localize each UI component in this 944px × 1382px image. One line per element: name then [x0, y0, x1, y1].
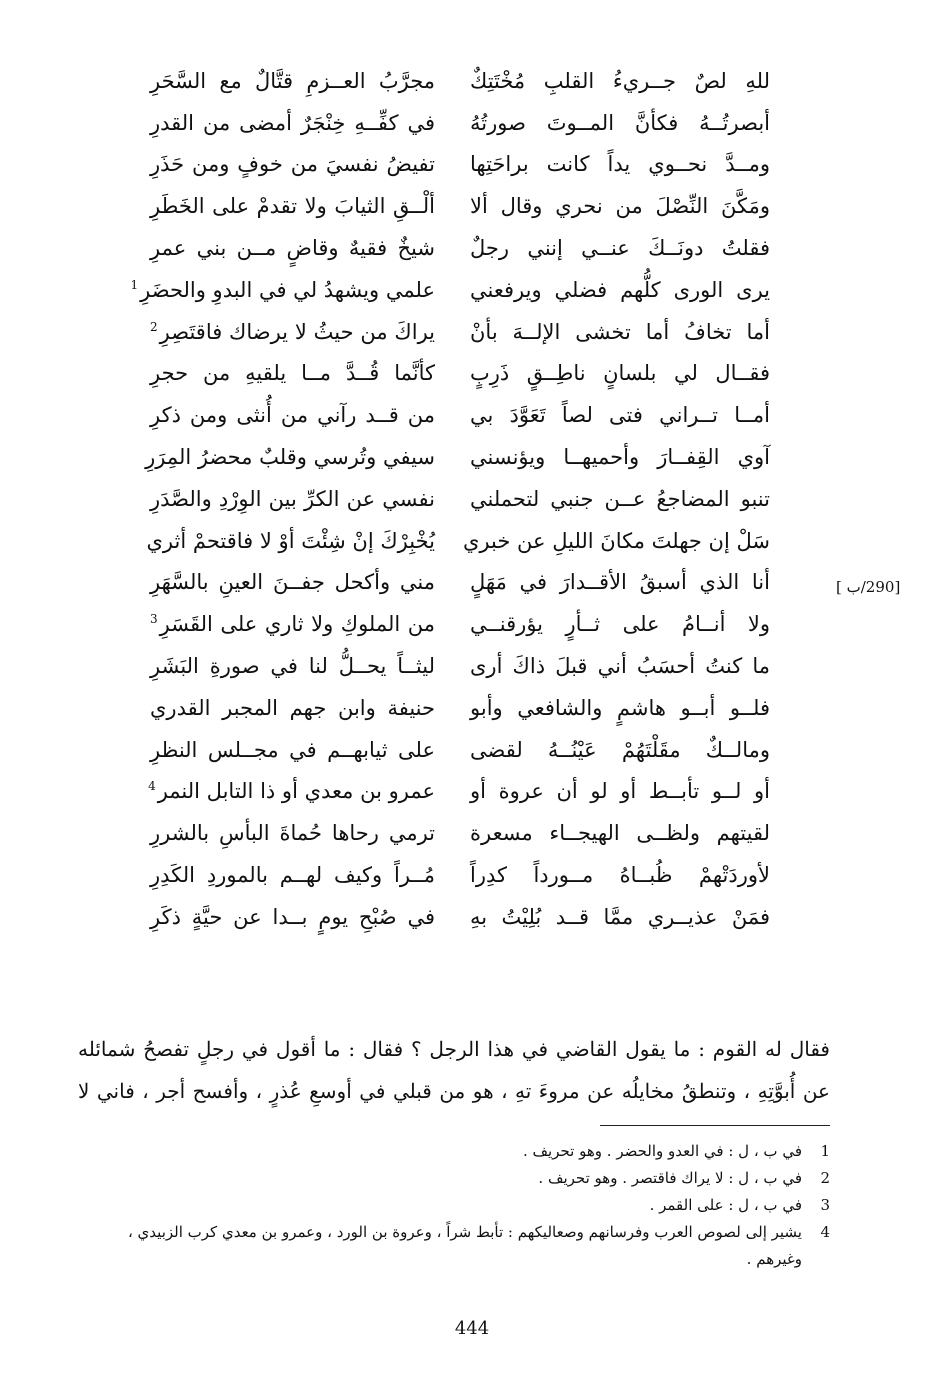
poem	[130, 60, 770, 938]
first-hemistich: ولا أنــامُ على ثــأرٍ يؤرقنــي	[470, 612, 770, 637]
verse-line	[150, 854, 770, 896]
verse-line	[150, 102, 770, 144]
hemistich-text: ليثــاً يحــلُّ لنا في صورةِ البَشَرِ	[150, 654, 435, 679]
second-hemistich	[150, 654, 435, 678]
second-hemistich	[146, 528, 435, 553]
hemistich-text: حنيفة وابن جهم المجبر القدري	[150, 695, 435, 720]
verse-line	[150, 60, 770, 102]
verse-line	[150, 144, 770, 186]
first-hemistich: ما كنتُ أحسَبُ أني قبلَ ذاكَ أرى	[470, 654, 770, 679]
footnotes	[88, 1138, 830, 1273]
footnote-number: 4	[820, 1223, 830, 1241]
prose-line: عن أُبوَّتِهِ ، وتنطقُ مخايلُه عن مروءَ تهِ ، هو من قبلي في أوسعِ عُذرٍ ، وأفسح أجر ، فاني لا	[78, 1079, 830, 1103]
hemistich-text: عمرو بن معدي أو ذا التابل النمر	[157, 779, 435, 804]
verse-line	[150, 185, 770, 227]
footnote-text: في ب ، ل : في العدو والحضر . وهو تحريف .	[522, 1142, 802, 1160]
hemistich-text: سيفي وتُرسي وقلبٌ محضرُ المِرَرِ	[145, 445, 435, 470]
footnote-divider	[600, 1125, 830, 1126]
footnote-text: في ب ، ل : لا يراك فاقتصر . وهو تحريف .	[538, 1169, 802, 1187]
verse-line	[150, 478, 770, 520]
first-hemistich: آوي القِفــارَ وأحميهــا ويؤنسني	[470, 445, 770, 470]
hemistich-text: في صُبْحِ يومٍ بــدا عن حيَّةٍ ذكَرِ	[150, 904, 435, 929]
footnote	[88, 1165, 830, 1192]
hemistich-text: في كفِّــهِ خِنْجَرٌ أمضى من القدرِ	[150, 110, 435, 135]
second-hemistich	[150, 821, 435, 845]
second-hemistich	[150, 361, 435, 385]
first-hemistich: فلــو أبــو هاشمٍ والشافعي وأبو	[470, 695, 770, 720]
first-hemistich: لأوردَتْهمْ ظُبــاهُ مــورداً كدِراً	[470, 863, 770, 888]
hemistich-text: ألْــقِ الثيابَ ولا تقدمْ على الخَطَرِ	[150, 194, 435, 219]
verse-line	[150, 227, 770, 269]
verse-line	[150, 812, 770, 854]
verse-line	[150, 353, 770, 395]
hemistich-text: من الملوكِ ولا ثاري على القَسَرِ	[159, 612, 435, 637]
second-hemistich	[150, 863, 435, 887]
hemistich-text: علمي ويشهدُ لي في البدوِ والحضَرِ	[140, 277, 435, 302]
footnote-number: 3	[820, 1196, 830, 1214]
first-hemistich: يرى الورى كلُّهم فضلي ويرفعني	[470, 277, 770, 302]
second-hemistich	[150, 779, 435, 803]
second-hemistich	[150, 738, 435, 762]
verse-line	[130, 269, 770, 311]
hemistich-text: من قــد رآني من أُنثى ومن ذكرِ	[150, 403, 435, 428]
hemistich-text: يُخْبِرْكَ إنْ شِئْتَ أوْ لا فاقتحمْ أثري	[146, 528, 435, 553]
verse-line	[145, 436, 770, 478]
first-hemistich: ومَكَّنَ النِّصْلَ من نحري وقال ألا	[470, 194, 770, 219]
hemistich-text: مُــراً وكيف لهــم بالموردِ الكَدِرِ	[150, 863, 435, 888]
verse-line	[146, 520, 770, 562]
second-hemistich	[150, 320, 435, 344]
second-hemistich	[150, 570, 435, 594]
first-hemistich: ومــدَّ نحــوي يداً كانت براحَتِها	[470, 152, 770, 177]
prose-paragraph	[78, 1028, 830, 1112]
hemistich-text: كأنَّما قُــدَّ مــا يلقيهِ من حجرِ	[150, 361, 435, 386]
verse-line	[150, 729, 770, 771]
footnote	[88, 1192, 830, 1219]
footnote-number: 1	[820, 1142, 830, 1160]
verse-line	[150, 687, 770, 729]
first-hemistich: أنا الذي أسبقُ الأقــدارَ في مَهَلٍ	[470, 570, 770, 595]
footnote	[88, 1138, 830, 1165]
second-hemistich	[150, 111, 435, 135]
footnote	[88, 1219, 830, 1273]
manuscript-folio-reference: [290/ب ]	[836, 578, 901, 596]
first-hemistich: فقلتُ دونَــكَ عنــي إنني رجلٌ	[470, 236, 770, 261]
second-hemistich	[150, 905, 435, 929]
verse-line	[150, 896, 770, 938]
verse-line	[150, 311, 770, 353]
first-hemistich: لقيتهم ولظــى الهيجــاء مسعرة	[470, 821, 770, 846]
verse-line	[150, 603, 770, 645]
first-hemistich: ومالــكٌ مقَلْتَهُمْ عَيْنُــهُ لقضى	[470, 737, 770, 762]
footnote-number: 2	[820, 1169, 830, 1187]
second-hemistich	[150, 403, 435, 427]
hemistich-text: على ثيابهــم في مجــلس النظرِ	[150, 737, 435, 762]
footnote-marker[interactable]: 3	[150, 612, 158, 627]
second-hemistich	[150, 69, 435, 93]
second-hemistich	[150, 194, 435, 218]
prose-line: فقال له القوم : ما يقول القاضي في هذا الرجل ؟ فقال : ما أقول في رجلٍ تفصحُ شمائله	[78, 1037, 830, 1061]
verse-line	[150, 394, 770, 436]
footnote-text: يشير إلى لصوص العرب وفرسانهم وصعاليكهم : تأبط شراً ، وعروة بن الورد ، وعمرو بن معدي كرب الزبيدي ، وغيرهم .	[127, 1223, 802, 1268]
first-hemistich: أبصرتُــهُ فكأنَّ المــوتَ صورتُهُ	[470, 110, 770, 135]
first-hemistich: أو لــو تأبــط أو لو أن عروة أو	[470, 779, 770, 804]
second-hemistich	[150, 487, 435, 511]
footnote-marker[interactable]: 1	[130, 277, 139, 292]
hemistich-text: نفسي عن الكرِّ بين الوِرْدِ والصَّدَرِ	[150, 486, 435, 511]
second-hemistich	[145, 445, 435, 470]
second-hemistich	[150, 612, 435, 636]
footnote-text: في ب ، ل : على القمر .	[649, 1196, 802, 1214]
first-hemistich: أما تخافُ أما تخشى الإلــهَ بأنْ	[470, 319, 770, 344]
first-hemistich: فمَنْ عذيــري ممَّا قــد بُلِيْتُ بهِ	[470, 904, 770, 929]
first-hemistich: أمــا تــراني فتى لصاً تَعَوَّدَ بي	[470, 403, 770, 428]
hemistich-text: مجرَّبُ العــزمِ قتَّالٌ مع السَّحَرِ	[150, 68, 435, 93]
verse-line	[150, 771, 770, 813]
first-hemistich: سَلْ إن جهلتَ مكانَ الليلِ عن خبري	[463, 528, 770, 553]
page-number: 444	[454, 1318, 490, 1339]
hemistich-text: تفيضُ نفسيَ من خوفٍ ومن حَذَرِ	[150, 152, 435, 177]
hemistich-text: يراكَ من حيثُ لا يرضاك فاقتَصِرِ	[159, 319, 435, 344]
footnote-marker[interactable]: 4	[148, 779, 156, 794]
second-hemistich	[150, 696, 435, 720]
first-hemistich: فقــال لي بلسانٍ ناطِــقٍ ذَرِبٍ	[470, 361, 770, 386]
verse-line	[150, 645, 770, 687]
second-hemistich	[130, 277, 435, 302]
second-hemistich	[150, 152, 435, 176]
hemistich-text: مني وأكحل جفــنَ العينِ بالسَّهَرِ	[150, 570, 435, 595]
hemistich-text: شيخٌ فقيهٌ وقاضٍ مــن بني عمرِ	[150, 236, 435, 261]
second-hemistich	[150, 236, 435, 260]
first-hemistich: تنبو المضاجعُ عــن جنبي لتحملني	[470, 486, 770, 511]
first-hemistich: للهِ لصٌ جــريءُ القلبِ مُخْتَتِكٌ	[470, 68, 770, 93]
verse-line	[150, 562, 770, 604]
hemistich-text: ترمي رحاها حُماةَ البأسِ بالشررِ	[150, 821, 435, 846]
footnote-marker[interactable]: 2	[150, 319, 158, 334]
